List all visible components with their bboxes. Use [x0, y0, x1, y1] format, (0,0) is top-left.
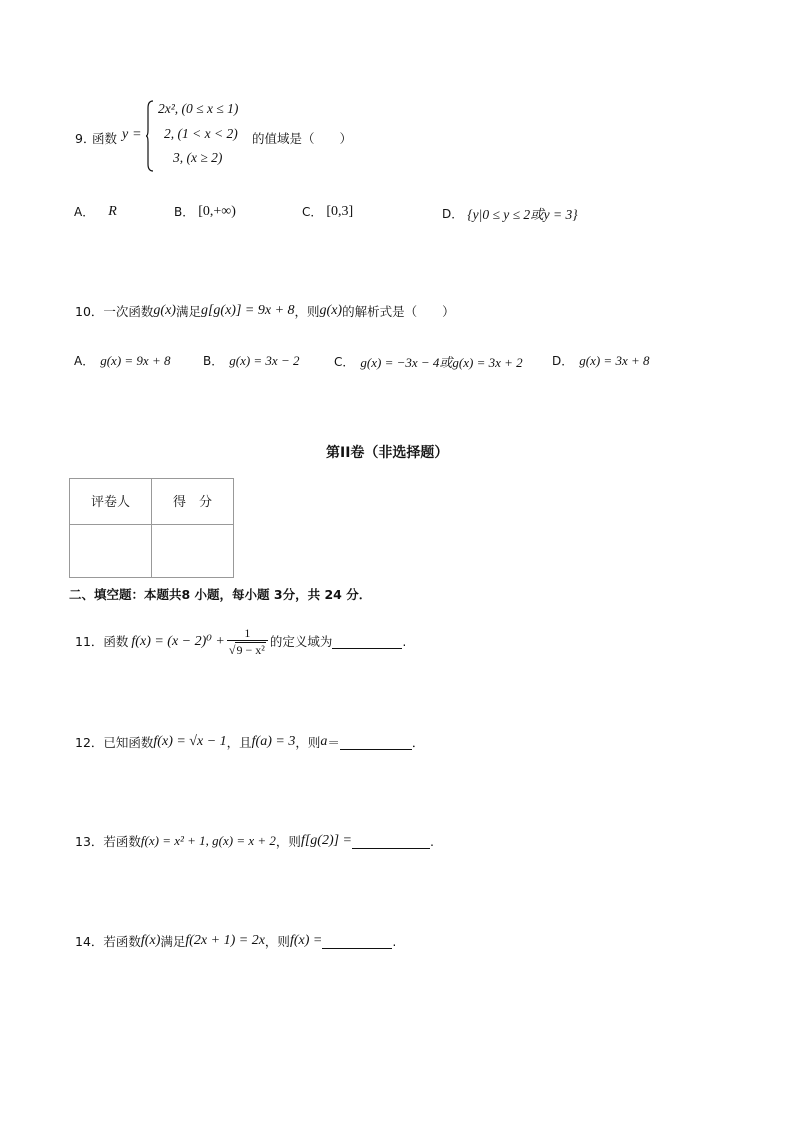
- q11-expression: f(x) = (x − 2)⁰ +: [131, 633, 225, 649]
- q14-target: f(x) =: [289, 933, 323, 948]
- q10-stem: [75, 302, 455, 320]
- q9-tail: 的值域是（ ）: [252, 131, 353, 146]
- fraction-denominator: √9 − x²: [227, 640, 268, 657]
- q9-case-1: 2x², (0 ≤ x ≤ 1): [158, 101, 239, 116]
- q14-number: 14．: [75, 934, 104, 949]
- option-value: g(x) = 3x + 8: [579, 352, 650, 368]
- q14-end: .: [392, 933, 397, 949]
- option-label: C．: [334, 355, 355, 369]
- q10-number: 10．: [75, 304, 104, 319]
- q9-option-a[interactable]: [74, 203, 117, 220]
- q12-answer-blank[interactable]: [340, 735, 412, 750]
- q10-comma: ，则: [294, 304, 320, 319]
- q14-fx: f(x): [140, 933, 161, 948]
- option-value: g(x) = −3x − 4或g(x) = 3x + 2: [360, 355, 523, 370]
- q9-case-2: 2, (1 < x < 2): [164, 126, 238, 141]
- option-label: B．: [203, 354, 224, 368]
- q11-number: 11．: [75, 634, 104, 649]
- piecewise-brace: [146, 100, 154, 172]
- option-label: C．: [302, 205, 323, 219]
- q12-eq: ＝: [327, 735, 340, 750]
- section-title: 第II卷（非选择题）: [326, 445, 449, 461]
- q12-expression: f(x) = √x − 1: [153, 734, 227, 749]
- q14-mid: 满足: [160, 934, 186, 949]
- q13-number: 13．: [75, 834, 104, 849]
- q10-option-a[interactable]: [74, 352, 170, 369]
- q10-lead: 一次函数: [103, 304, 154, 319]
- q14-condition: f(2x + 1) = 2x: [185, 933, 265, 948]
- grader-cell[interactable]: [70, 525, 152, 578]
- q12-variable: a: [320, 734, 328, 749]
- q10-condition: g[g(x)] = 9x + 8: [200, 303, 295, 318]
- option-value: [0,3]: [326, 203, 354, 219]
- q13-answer-blank[interactable]: [352, 834, 430, 849]
- q11-answer-blank[interactable]: [332, 634, 402, 649]
- score-cell[interactable]: [152, 525, 234, 578]
- option-value: R: [108, 203, 117, 219]
- option-label: A．: [74, 354, 95, 368]
- q10-tail: 的解析式是（ ）: [342, 304, 455, 319]
- scoring-table: [69, 478, 234, 578]
- q13-end: .: [430, 833, 434, 849]
- part-title: 二、填空题：本题共8 小题，每小题 3分，共 24 分．: [69, 587, 372, 602]
- q9-func-var: y: [122, 127, 129, 142]
- q12-end: ．: [411, 735, 425, 750]
- q9-number: 9．: [75, 131, 96, 146]
- option-label: D．: [552, 354, 574, 368]
- q9-case-3: 3, (x ≥ 2): [173, 150, 223, 165]
- option-label: B．: [174, 205, 195, 219]
- q10-gx2: g(x): [319, 303, 343, 318]
- q12-number: 12．: [75, 735, 104, 750]
- q10-gx: g(x): [153, 303, 176, 318]
- option-label: D．: [442, 206, 464, 221]
- q14-stem: [75, 932, 396, 950]
- q12-mid: ，且: [226, 735, 252, 750]
- q14-answer-blank[interactable]: [322, 934, 392, 949]
- q13-comma: ，则: [275, 834, 301, 849]
- q12-lead: 已知函数: [103, 735, 154, 750]
- q9-option-d[interactable]: [442, 203, 578, 223]
- q10-option-c[interactable]: [334, 352, 523, 371]
- option-value: g(x) = 9x + 8: [100, 352, 171, 368]
- q14-lead: 若函数: [103, 934, 141, 949]
- option-label: A．: [74, 205, 95, 219]
- q12-condition: f(a) = 3: [251, 734, 296, 749]
- q13-expression: f(x) = x² + 1, g(x) = x + 2: [140, 833, 276, 848]
- q11-end: .: [402, 633, 407, 649]
- option-value: {y|0 ≤ y ≤ 2或y = 3}: [467, 207, 578, 222]
- option-value: [0,+∞): [198, 203, 236, 219]
- option-value: g(x) = 3x − 2: [229, 352, 300, 368]
- q9-eq: =: [133, 127, 141, 142]
- q11-lead: 函数: [103, 634, 129, 649]
- fraction-numerator: 1: [244, 625, 251, 640]
- q9-option-c[interactable]: [302, 203, 353, 220]
- q14-comma: ，则: [264, 934, 290, 949]
- score-header: 得 分: [152, 479, 234, 525]
- q12-stem: [75, 733, 424, 751]
- q10-option-d[interactable]: [552, 352, 650, 369]
- q10-mid: 满足: [175, 304, 201, 319]
- q12-comma: ，则: [295, 735, 321, 750]
- q11-fraction: [227, 626, 268, 657]
- q9-option-b[interactable]: [174, 203, 236, 220]
- q13-stem: [75, 832, 434, 850]
- q13-target: f[g(2)] =: [300, 833, 352, 848]
- q10-option-b[interactable]: [203, 352, 299, 369]
- q11-tail: 的定义域为: [269, 634, 333, 649]
- grader-header: 评卷人: [70, 479, 152, 525]
- q9-lead: 函数: [92, 131, 118, 146]
- q11-stem: [75, 623, 406, 659]
- q13-lead: 若函数: [103, 834, 141, 849]
